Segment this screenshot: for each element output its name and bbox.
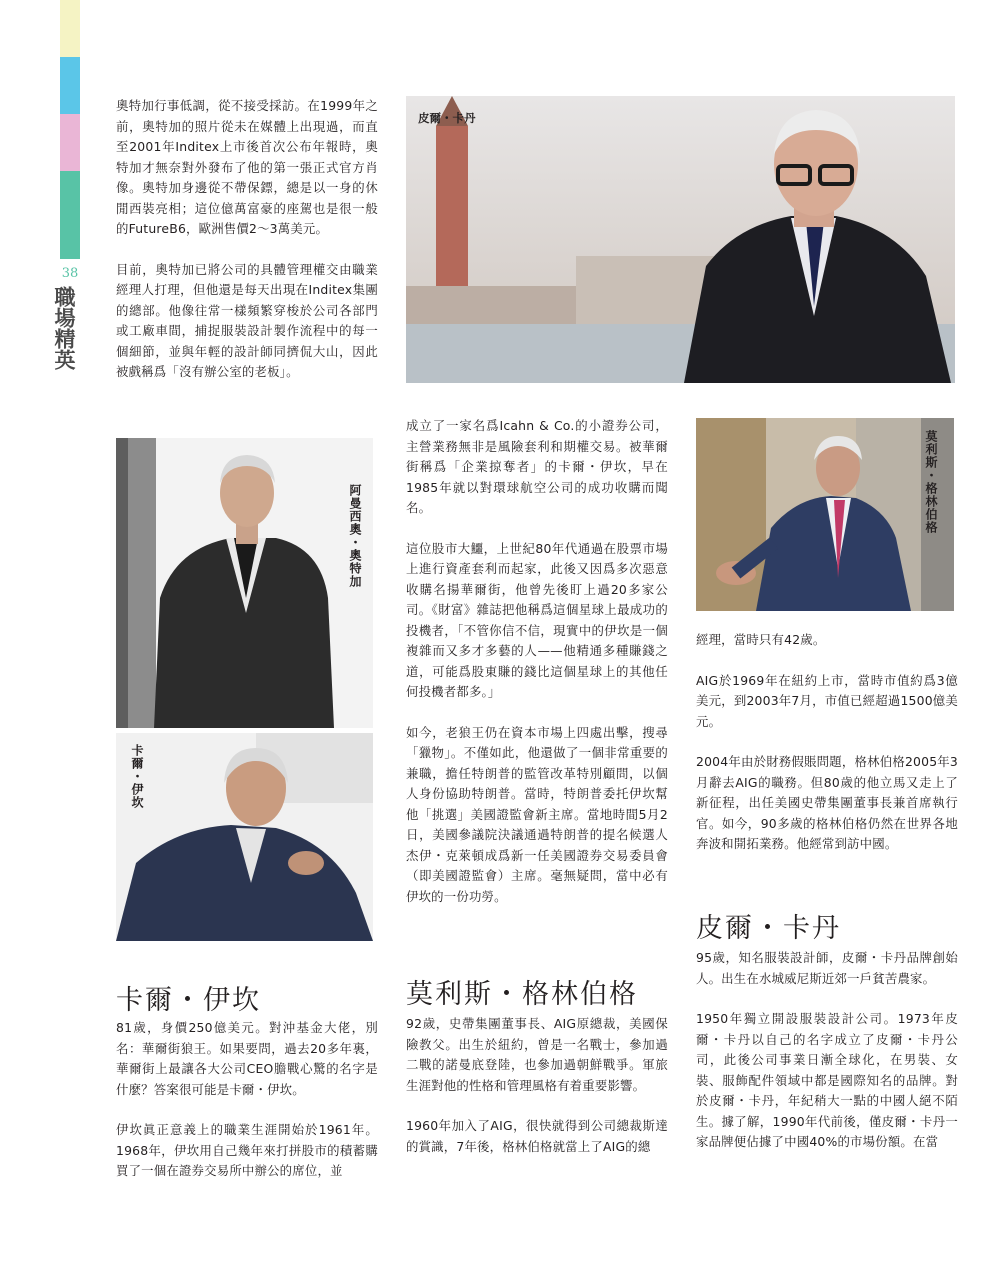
paragraph: 92歲，史帶集團董事長、AIG原總裁，美國保險教父。出生於紐約，曾是一名戰士，參加過二戰的諾曼底登陸，也參加過朝鮮戰爭。軍旅生涯對他的性格和管理風格有着重要影響。 bbox=[406, 1016, 668, 1093]
paragraph: 1950年獨立開設服裝設計公司。1973年皮爾・卡丹以自己的名字成立了皮爾・卡丹公司，此後公司事業日漸全球化，在男裝、女裝、服飾配件領域中都是國際知名的品牌。對於皮爾・卡丹，年紀稍大一點的中國人絕不陌生。據了解，1990年代前後，僅皮爾・卡丹一家品牌便佔據了中國40%的市場份額。在當 bbox=[696, 1011, 958, 1149]
paragraph: 95歲，知名服裝設計師，皮爾・卡丹品牌創始人。出生在水城威尼斯近郊一戶貧苦農家。 bbox=[696, 950, 958, 986]
paragraph: 成立了一家名爲Icahn & Co.的小證券公司，主營業務無非是風險套利和期權交易。被華爾街稱爲「企業掠奪者」的卡爾・伊坎，早在1985年就以對環球航空公司的成功收購而聞名。 bbox=[406, 418, 668, 515]
greenberg-heading: 莫利斯・格林伯格 bbox=[406, 979, 638, 1010]
greenberg-caption: 莫利斯・格林伯格 bbox=[924, 430, 938, 534]
icahn-portrait-illustration bbox=[116, 733, 373, 941]
color-strip-green bbox=[60, 171, 80, 259]
paragraph: 經理，當時只有42歲。 bbox=[696, 632, 826, 647]
paragraph: 如今，老狼王仍在資本市場上四處出擊，搜尋「獵物」。不僅如此，他還做了一個非常重要的兼職，擔任特朗普的監管改革特別顧問，以個人身份協助特朗普。當時，特朗普委托伊坎幫他「挑選」美國證監會新主席。當地時間5月2日，美國參議院決議通過特朗普的提名候選人杰伊・克萊頓成爲新一任美國證券交易委員會（即美國證監會）主席。毫無疑問，當中必有伊坎的一份功勞。 bbox=[406, 724, 668, 904]
paragraph: 81歲，身價250億美元。對沖基金大佬，別名：華爾街狼王。如果要問，過去20多年裏，華爾街上最讓各大公司CEO膽戰心驚的名字是什麼？答案很可能是卡爾・伊坎。 bbox=[116, 1020, 378, 1097]
paragraph: 目前，奧特加已將公司的具體管理權交由職業經理人打理，但他還是每天出現在Inditex集團的總部。他像往常一樣頻繁穿梭於公司各部門或工廠車間，捕捉服裝設計製作流程中的每一個細節，並與年輕的設計師同擠侃大山，因此被戲稱爲「沒有辦公室的老板」。 bbox=[116, 261, 378, 379]
color-strip-yellow bbox=[60, 0, 80, 57]
greenberg-text-column bbox=[406, 1014, 668, 1157]
page-number: 38 bbox=[61, 266, 79, 281]
cardin-caption: 皮爾・卡丹 bbox=[418, 111, 476, 125]
ortega-caption: 阿曼西奧・奧特加 bbox=[348, 484, 362, 588]
paragraph: 這位股市大鱷，上世紀80年代通過在股票市場上進行資產套利而起家，此後又因爲多次惡意收購名揚華爾街，他曾先後盯上過20多家公司。《財富》雜誌把他稱爲這個星球上最成功的投機者，「不管你信不信，現實中的伊坎是一個複雜而又多才多藝的人——他精通多種賺錢之道，可能爲股東賺的錢比這個星球上的其他任何投機者都多。」 bbox=[406, 540, 668, 699]
paragraph: 伊坎眞正意義上的職業生涯開始於1961年。1968年，伊坎用自己幾年來打拼股市的積蓄購買了一個在證券交易所中辦公的席位，並 bbox=[116, 1122, 378, 1178]
section-label: 職場精英 bbox=[52, 286, 77, 370]
cardin-portrait-illustration bbox=[406, 96, 955, 383]
paragraph: 奧特加行事低調，從不接受採訪。在1999年之前，奧特加的照片從未在媒體上出現過，而直至2001年Inditex上市後首次公布年報時，奧特加才無奈對外發布了他的第一張正式官方肖像。奧特加身邊從不帶保鏢，總是以一身的休閒西裝亮相；這位億萬富豪的座駕也是很一般的FutureB6，歐洲售價2～3萬美元。 bbox=[116, 98, 378, 236]
color-strip-blue bbox=[60, 57, 80, 114]
ortega-text-column bbox=[116, 96, 378, 383]
greenberg-photo bbox=[696, 418, 954, 611]
icahn-photo bbox=[116, 733, 373, 941]
icahn-caption: 卡爾・伊坎 bbox=[130, 744, 144, 809]
paragraph: 1960年加入了AIG，很快就得到公司總裁斯達的賞識，7年後，格林伯格就當上了AIG的總 bbox=[406, 1118, 668, 1154]
cardin-photo bbox=[406, 96, 955, 383]
icahn-continued-column bbox=[406, 416, 668, 907]
greenberg-portrait-illustration bbox=[696, 418, 954, 611]
paragraph: 2004年由於財務假賬問題，格林伯格2005年3月辭去AIG的職務。但80歲的他立馬又走上了新征程，出任美國史帶集團董事長兼首席執行官。如今，90多歲的格林伯格仍然在世界各地奔波和開拓業務。他經常到訪中國。 bbox=[696, 754, 958, 851]
paragraph: AIG於1969年在紐約上市，當時市值約爲3億美元，到2003年7月，市值已經超過1500億美元。 bbox=[696, 672, 958, 729]
ortega-portrait-illustration bbox=[116, 438, 373, 728]
icahn-heading: 卡爾・伊坎 bbox=[116, 985, 261, 1016]
ortega-photo bbox=[116, 438, 373, 728]
greenberg-continued-column bbox=[696, 630, 958, 855]
color-strip-pink bbox=[60, 114, 80, 171]
cardin-heading: 皮爾・卡丹 bbox=[696, 913, 841, 944]
icahn-text-column bbox=[116, 1018, 378, 1182]
cardin-text-column bbox=[696, 948, 958, 1153]
